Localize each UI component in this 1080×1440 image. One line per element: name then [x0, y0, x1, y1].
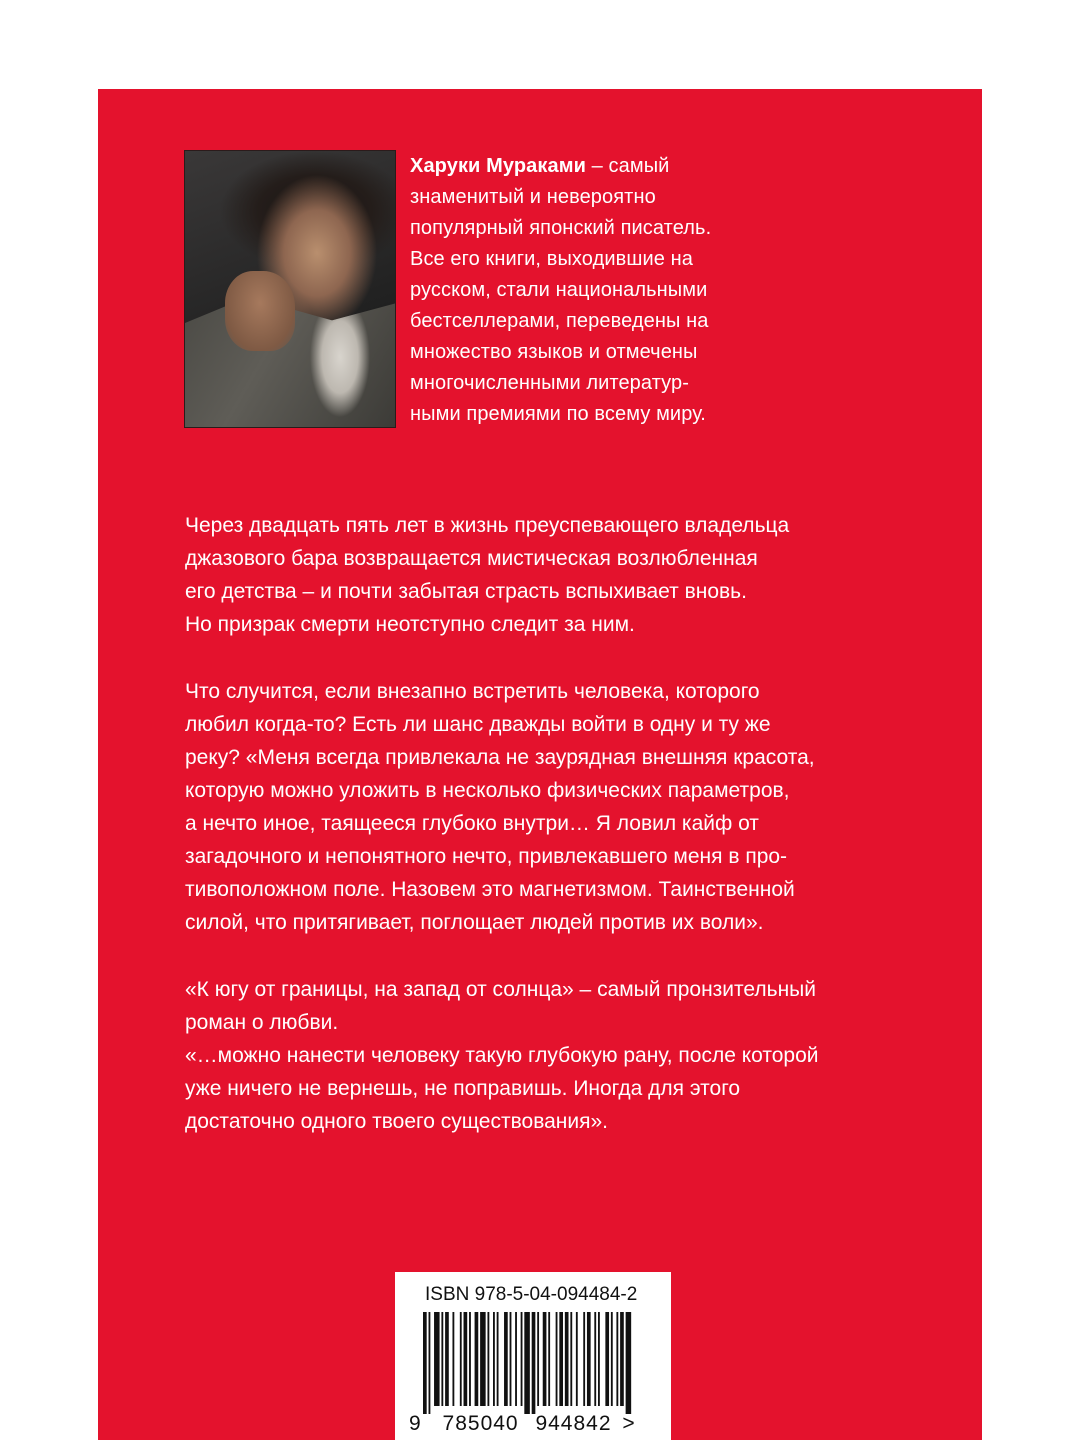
isbn-label: ISBN 978-5-04-094484-2 — [425, 1284, 638, 1305]
barcode-bar — [576, 1312, 578, 1406]
bio-line: многочисленными литератур- — [410, 372, 690, 394]
description-line: а нечто иное, таящееся глубоко внутри… Я ловил кайф от — [185, 812, 759, 835]
author-name: Харуки Мураками — [410, 155, 586, 177]
description-line: Но призрак смерти неотступно следит за ним. — [185, 613, 635, 636]
barcode-bar — [460, 1312, 462, 1406]
barcode-bar — [452, 1312, 454, 1406]
bio-line — [410, 151, 760, 182]
barcode-bar — [570, 1312, 572, 1406]
barcode-bar — [524, 1312, 530, 1414]
barcode-bar — [521, 1312, 523, 1406]
barcode-bar — [611, 1312, 613, 1406]
bio-line: ными премиями по всему миру. — [410, 403, 706, 425]
barcode-bar — [583, 1312, 585, 1406]
barcode-bar — [515, 1312, 517, 1406]
bio-line: популярный японский писатель. — [410, 217, 712, 239]
isbn-barcode-box — [395, 1272, 671, 1440]
barcode-digits-group2: 944842 — [535, 1412, 612, 1435]
bio-line: бестселлерами, переведены на — [410, 310, 709, 332]
description-line: Через двадцать пять лет в жизнь преуспевающего владельца — [185, 514, 790, 537]
barcode-digit-first: 9 — [409, 1412, 422, 1435]
barcode-bar — [543, 1312, 547, 1406]
barcode-bar — [429, 1312, 431, 1414]
description-paragraph — [185, 973, 945, 1138]
barcode-digits — [409, 1412, 636, 1436]
barcode-bar — [445, 1312, 449, 1406]
description-paragraph — [185, 509, 945, 641]
description-line: Что случится, если внезапно встретить человека, которого — [185, 680, 760, 703]
description-line: достаточно одного твоего существования». — [185, 1110, 609, 1133]
barcode-bar — [497, 1312, 499, 1406]
author-bio — [410, 151, 760, 430]
barcode-bar — [423, 1312, 427, 1414]
description-line: силой, что притягивает, поглощает людей против их воли». — [185, 911, 764, 934]
bio-line-rest: – самый — [585, 155, 670, 177]
barcode-bar — [620, 1312, 624, 1406]
bio-line: знаменитый и невероятно — [410, 186, 656, 208]
description-line: тивоположном поле. Назовем это магнетизмом. Таинственной — [185, 878, 795, 901]
barcode-bar — [464, 1312, 468, 1406]
barcode-bar — [504, 1312, 508, 1406]
bio-line: русском, стали национальными — [410, 279, 708, 301]
barcode-bar — [487, 1312, 489, 1406]
barcode-bar — [532, 1312, 536, 1414]
author-photo — [185, 151, 395, 427]
book-back-cover — [98, 89, 982, 1440]
author-photo-hand — [225, 271, 295, 351]
barcode-bar — [441, 1312, 443, 1406]
barcode-bar — [480, 1312, 486, 1406]
barcode-bar — [475, 1312, 479, 1406]
bio-line: множество языков и отмечены — [410, 341, 698, 363]
description-line: уже ничего не вернешь, не поправишь. Иногда для этого — [185, 1077, 741, 1100]
barcode-bar — [434, 1312, 440, 1406]
barcode-bar — [626, 1312, 632, 1414]
description-line: его детства – и почти забытая страсть вспыхивает вновь. — [185, 580, 747, 603]
description-line: загадочного и непонятного нечто, привлекавшего меня в про- — [185, 845, 788, 868]
barcode-bar — [587, 1312, 591, 1406]
barcode-bar — [556, 1312, 558, 1406]
description-line: роман о любви. — [185, 1011, 339, 1034]
barcode-icon — [423, 1312, 633, 1414]
bio-line: Все его книги, выходившие на — [410, 248, 694, 270]
barcode-bar — [616, 1312, 618, 1406]
description-paragraph — [185, 675, 945, 939]
description-line: джазового бара возвращается мистическая возлюбленная — [185, 547, 758, 570]
barcode-bar — [598, 1312, 600, 1406]
book-description — [185, 509, 945, 1172]
barcode-bar — [537, 1312, 539, 1406]
barcode-arrow: > — [622, 1412, 636, 1435]
description-line: «…можно нанести человеку такую глубокую рану, после которой — [185, 1044, 819, 1067]
barcode-bar — [469, 1312, 471, 1406]
barcode-digits-group1: 785040 — [442, 1412, 519, 1435]
description-line: которую можно уложить в несколько физических параметров, — [185, 779, 790, 802]
barcode-bar — [605, 1312, 609, 1406]
description-line: «К югу от границы, на запад от солнца» – самый пронзительный — [185, 978, 817, 1001]
description-line: реку? «Меня всегда привлекала не заурядная внешняя красота, — [185, 746, 815, 769]
barcode-bar — [559, 1312, 563, 1406]
barcode-bar — [565, 1312, 569, 1406]
description-line: любил когда-то? Есть ли шанс дважды войти в одну и ту же — [185, 713, 771, 736]
barcode-bar — [493, 1312, 495, 1406]
barcode-bar — [510, 1312, 512, 1406]
barcode-bar — [594, 1312, 596, 1406]
barcode-bar — [548, 1312, 550, 1406]
